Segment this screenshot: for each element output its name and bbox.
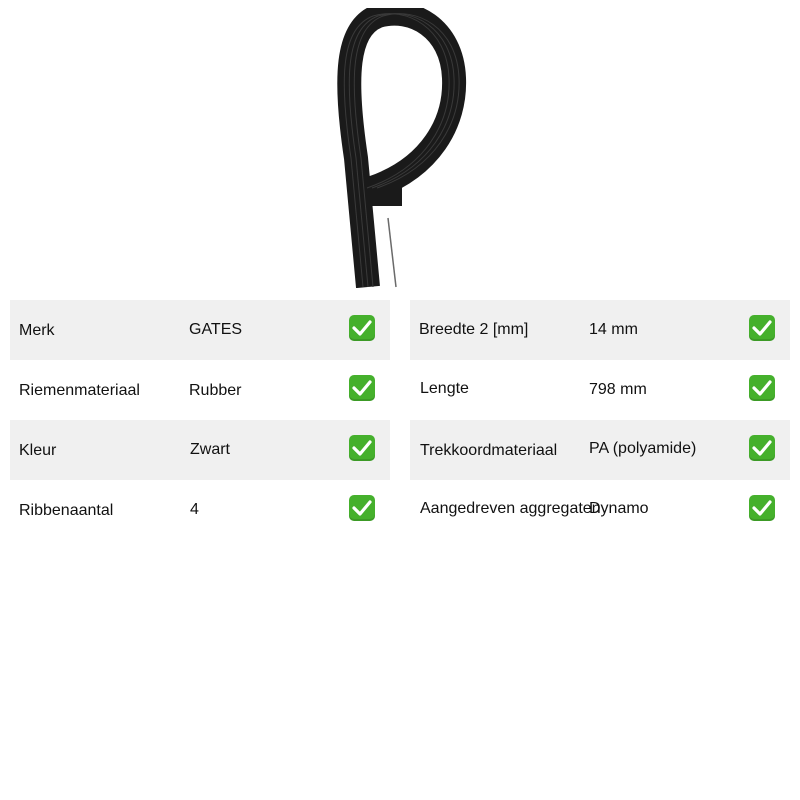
spec-label: Riemenmateriaal (19, 382, 140, 399)
spec-value: Dynamo (589, 500, 649, 517)
spec-row-kleur (10, 420, 390, 480)
spec-label: Kleur (19, 442, 57, 459)
check-icon (349, 495, 375, 521)
spec-value: GATES (189, 321, 243, 338)
spec-value: 4 (190, 501, 199, 518)
check-icon (749, 315, 775, 341)
spec-label: Merk (19, 322, 55, 339)
spec-value: 798 mm (589, 381, 647, 398)
belt-icon (330, 8, 470, 288)
check-icon (749, 375, 775, 401)
spec-row-merk (10, 300, 390, 360)
spec-row-breedte (410, 300, 790, 360)
spec-value: PA (polyamide) (589, 440, 697, 457)
spec-row-trekkoordmateriaal (410, 420, 790, 480)
spec-label: Breedte 2 [mm] (419, 321, 529, 338)
spec-row-ribbenaantal (10, 480, 390, 540)
spec-value: 14 mm (589, 321, 638, 338)
check-icon (349, 315, 375, 341)
spec-label: Lengte (420, 380, 469, 397)
spec-table-left (10, 300, 390, 540)
spec-label: Trekkoordmateriaal (420, 442, 558, 459)
spec-value: Zwart (190, 441, 230, 458)
check-icon (749, 435, 775, 461)
check-icon (749, 495, 775, 521)
check-icon (349, 375, 375, 401)
spec-label: Ribbenaantal (19, 502, 114, 519)
spec-value: Rubber (189, 382, 242, 399)
check-icon (349, 435, 375, 461)
spec-table-right (410, 300, 790, 540)
spec-row-riemenmateriaal (10, 360, 390, 420)
spec-label: Aangedreven aggregaten (420, 500, 601, 517)
spec-row-lengte (410, 360, 790, 420)
product-image (330, 8, 470, 288)
spec-row-aangedreven-aggregaten (410, 480, 790, 540)
